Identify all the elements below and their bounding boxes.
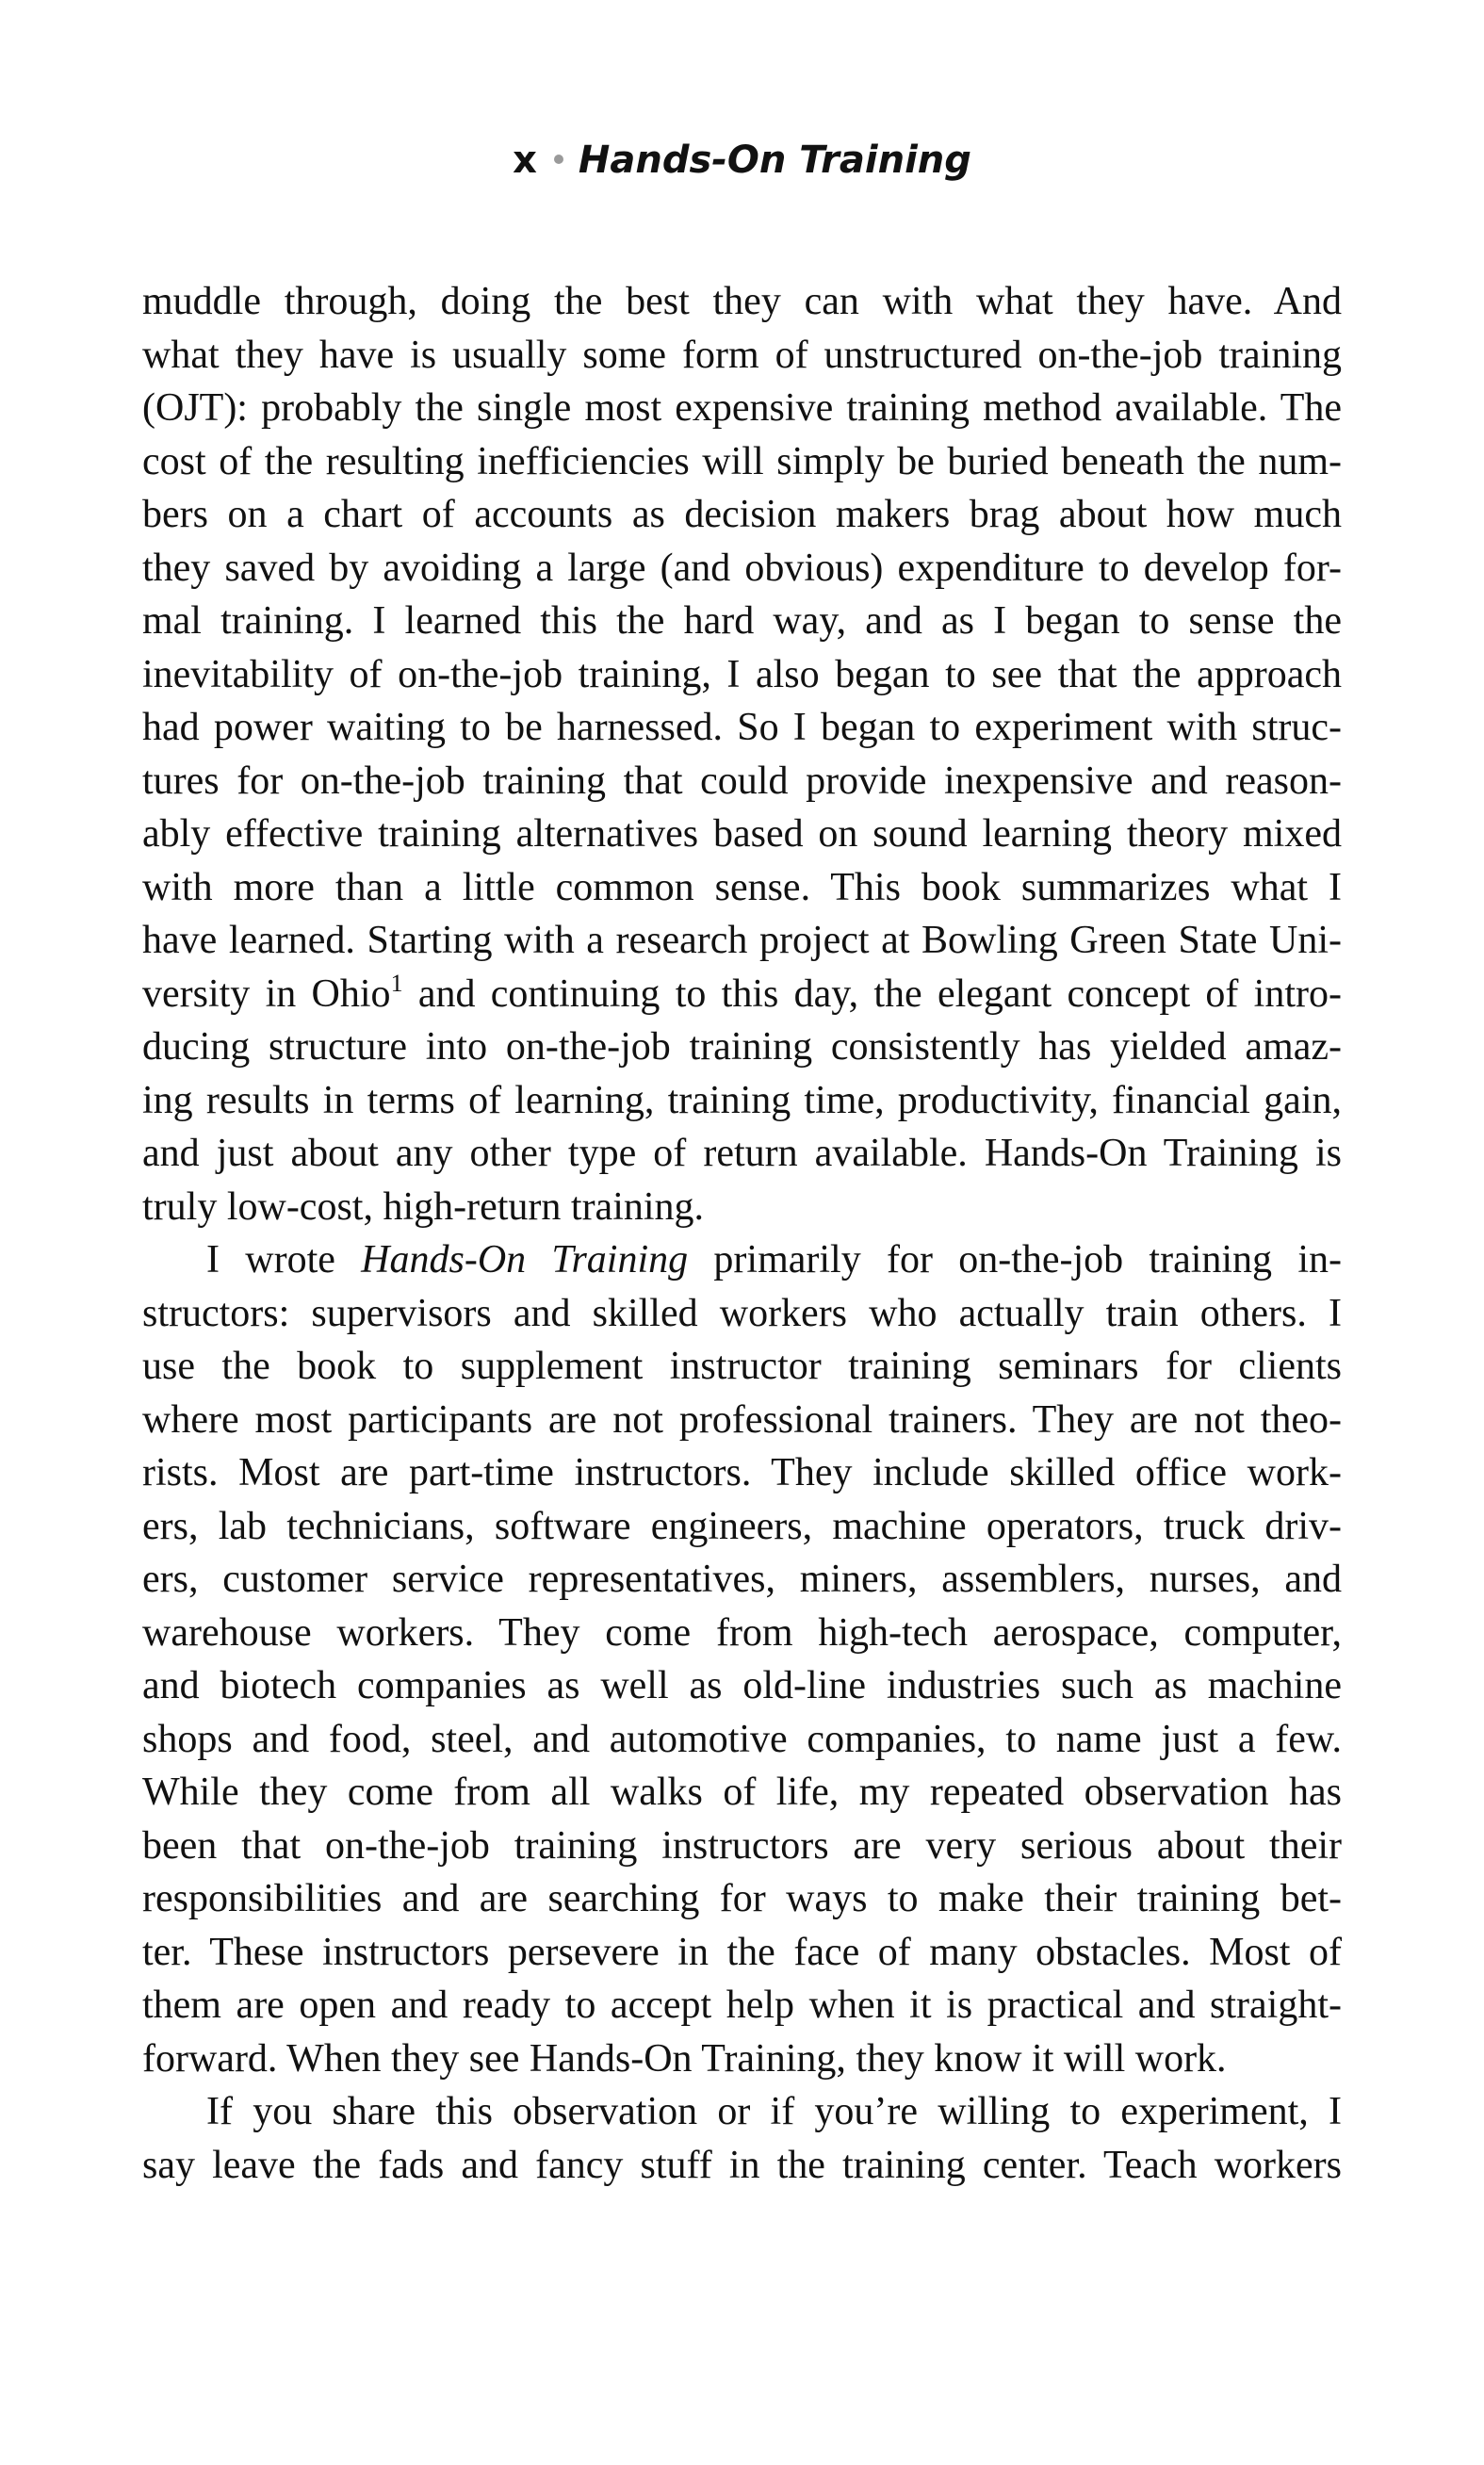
text-line: muddle through, doing the best they can with what they have. And [142,280,1342,323]
text-line: use the book to supplement instructor training seminars for clients [142,1345,1342,1388]
text-line: inevitability of on-the-job training, I also began to see that the approach [142,652,1342,696]
text-segment: primarily for on-the-job training in- [688,1238,1342,1281]
text-line: cost of the resulting inefficiencies will simply be buried beneath the num- [142,439,1342,483]
text-line: responsibilities and are searching for ways to make their training bet- [142,1877,1342,1920]
text-line: structors: supervisors and skilled workers who actually train others. I [142,1291,1342,1335]
text-line: say leave the fads and fancy stuff in the training center. Teach workers [142,2143,1342,2187]
text-line [142,1233,1342,1287]
text-line: ers, customer service representatives, miners, assemblers, nurses, and [142,1558,1342,1601]
text-line: what they have is usually some form of unstructured on-the-job training [142,333,1342,377]
text-segment: I wrote [206,1238,362,1281]
text-line: tures for on-the-job training that could provide inexpensive and reason- [142,759,1342,803]
text-line: forward. When they see Hands-On Training, they know it will work. [142,2036,1227,2081]
text-line: have learned. Starting with a research project at Bowling Green State Uni- [142,919,1342,962]
running-head-title: Hands-On Training [578,139,971,182]
text-line: ing results in terms of learning, training time, productivity, financial gain, [142,1078,1342,1122]
text-line: ter. These instructors persevere in the face of many obstacles. Most of [142,1930,1342,1974]
text-line: had power waiting to be harnessed. So I began to experiment with struc- [142,706,1342,749]
bullet-separator-icon [554,155,563,164]
text-line: ably effective training alternatives based on sound learning theory mixed [142,812,1342,856]
paragraph-3 [142,2085,1342,2192]
text-line: ducing structure into on-the-job training consistently has yielded amaz- [142,1025,1342,1069]
page-number: x [513,139,537,182]
text-line: and biotech companies as well as old-line industries such as machine [142,1664,1342,1707]
text-line: they saved by avoiding a large (and obvious) expenditure to develop for- [142,546,1342,590]
text-segment: and continuing to this day, the elegant concept of intro- [402,971,1342,1016]
text-line: ers, lab technicians, software engineers, machine operators, truck driv- [142,1504,1342,1548]
text-line: bers on a chart of accounts as decision makers brag about how much [142,493,1342,536]
text-line: been that on-the-job training instructors are very serious about their [142,1823,1342,1868]
paragraph-2 [142,1233,1342,2085]
running-head [0,132,1484,188]
text-line: where most participants are not professional trainers. They are not theo- [142,1397,1342,1442]
paragraph-1 [142,275,1342,1233]
text-line: mal training. I learned this the hard way, and as I began to sense the [142,599,1342,643]
body-text [142,275,1342,2192]
text-line: them are open and ready to accept help when it is practical and straight- [142,1983,1342,2027]
text-line: warehouse workers. They come from high-tech aerospace, computer, [142,1610,1342,1655]
text-line [142,968,1342,1021]
text-line: shops and food, steel, and automotive companies, to name just a few. [142,1717,1342,1761]
text-line: rists. Most are part-time instructors. They include skilled office work- [142,1451,1342,1494]
text-line: While they come from all walks of life, my repeated observation has [142,1771,1342,1814]
text-segment: versity in Ohio [142,971,391,1016]
text-line: and just about any other type of return available. Hands-On Training is [142,1132,1342,1175]
text-line: If you share this observation or if you’re willing to experiment, I [206,2090,1342,2133]
footnote-reference[interactable]: 1 [390,969,403,997]
text-line: (OJT): probably the single most expensive training method available. The [142,386,1342,430]
text-line: truly low-cost, high-return training. [142,1184,705,1229]
text-line: with more than a little common sense. This book summarizes what I [142,865,1342,909]
book-title-italic: Hands-On Training [361,1238,689,1281]
